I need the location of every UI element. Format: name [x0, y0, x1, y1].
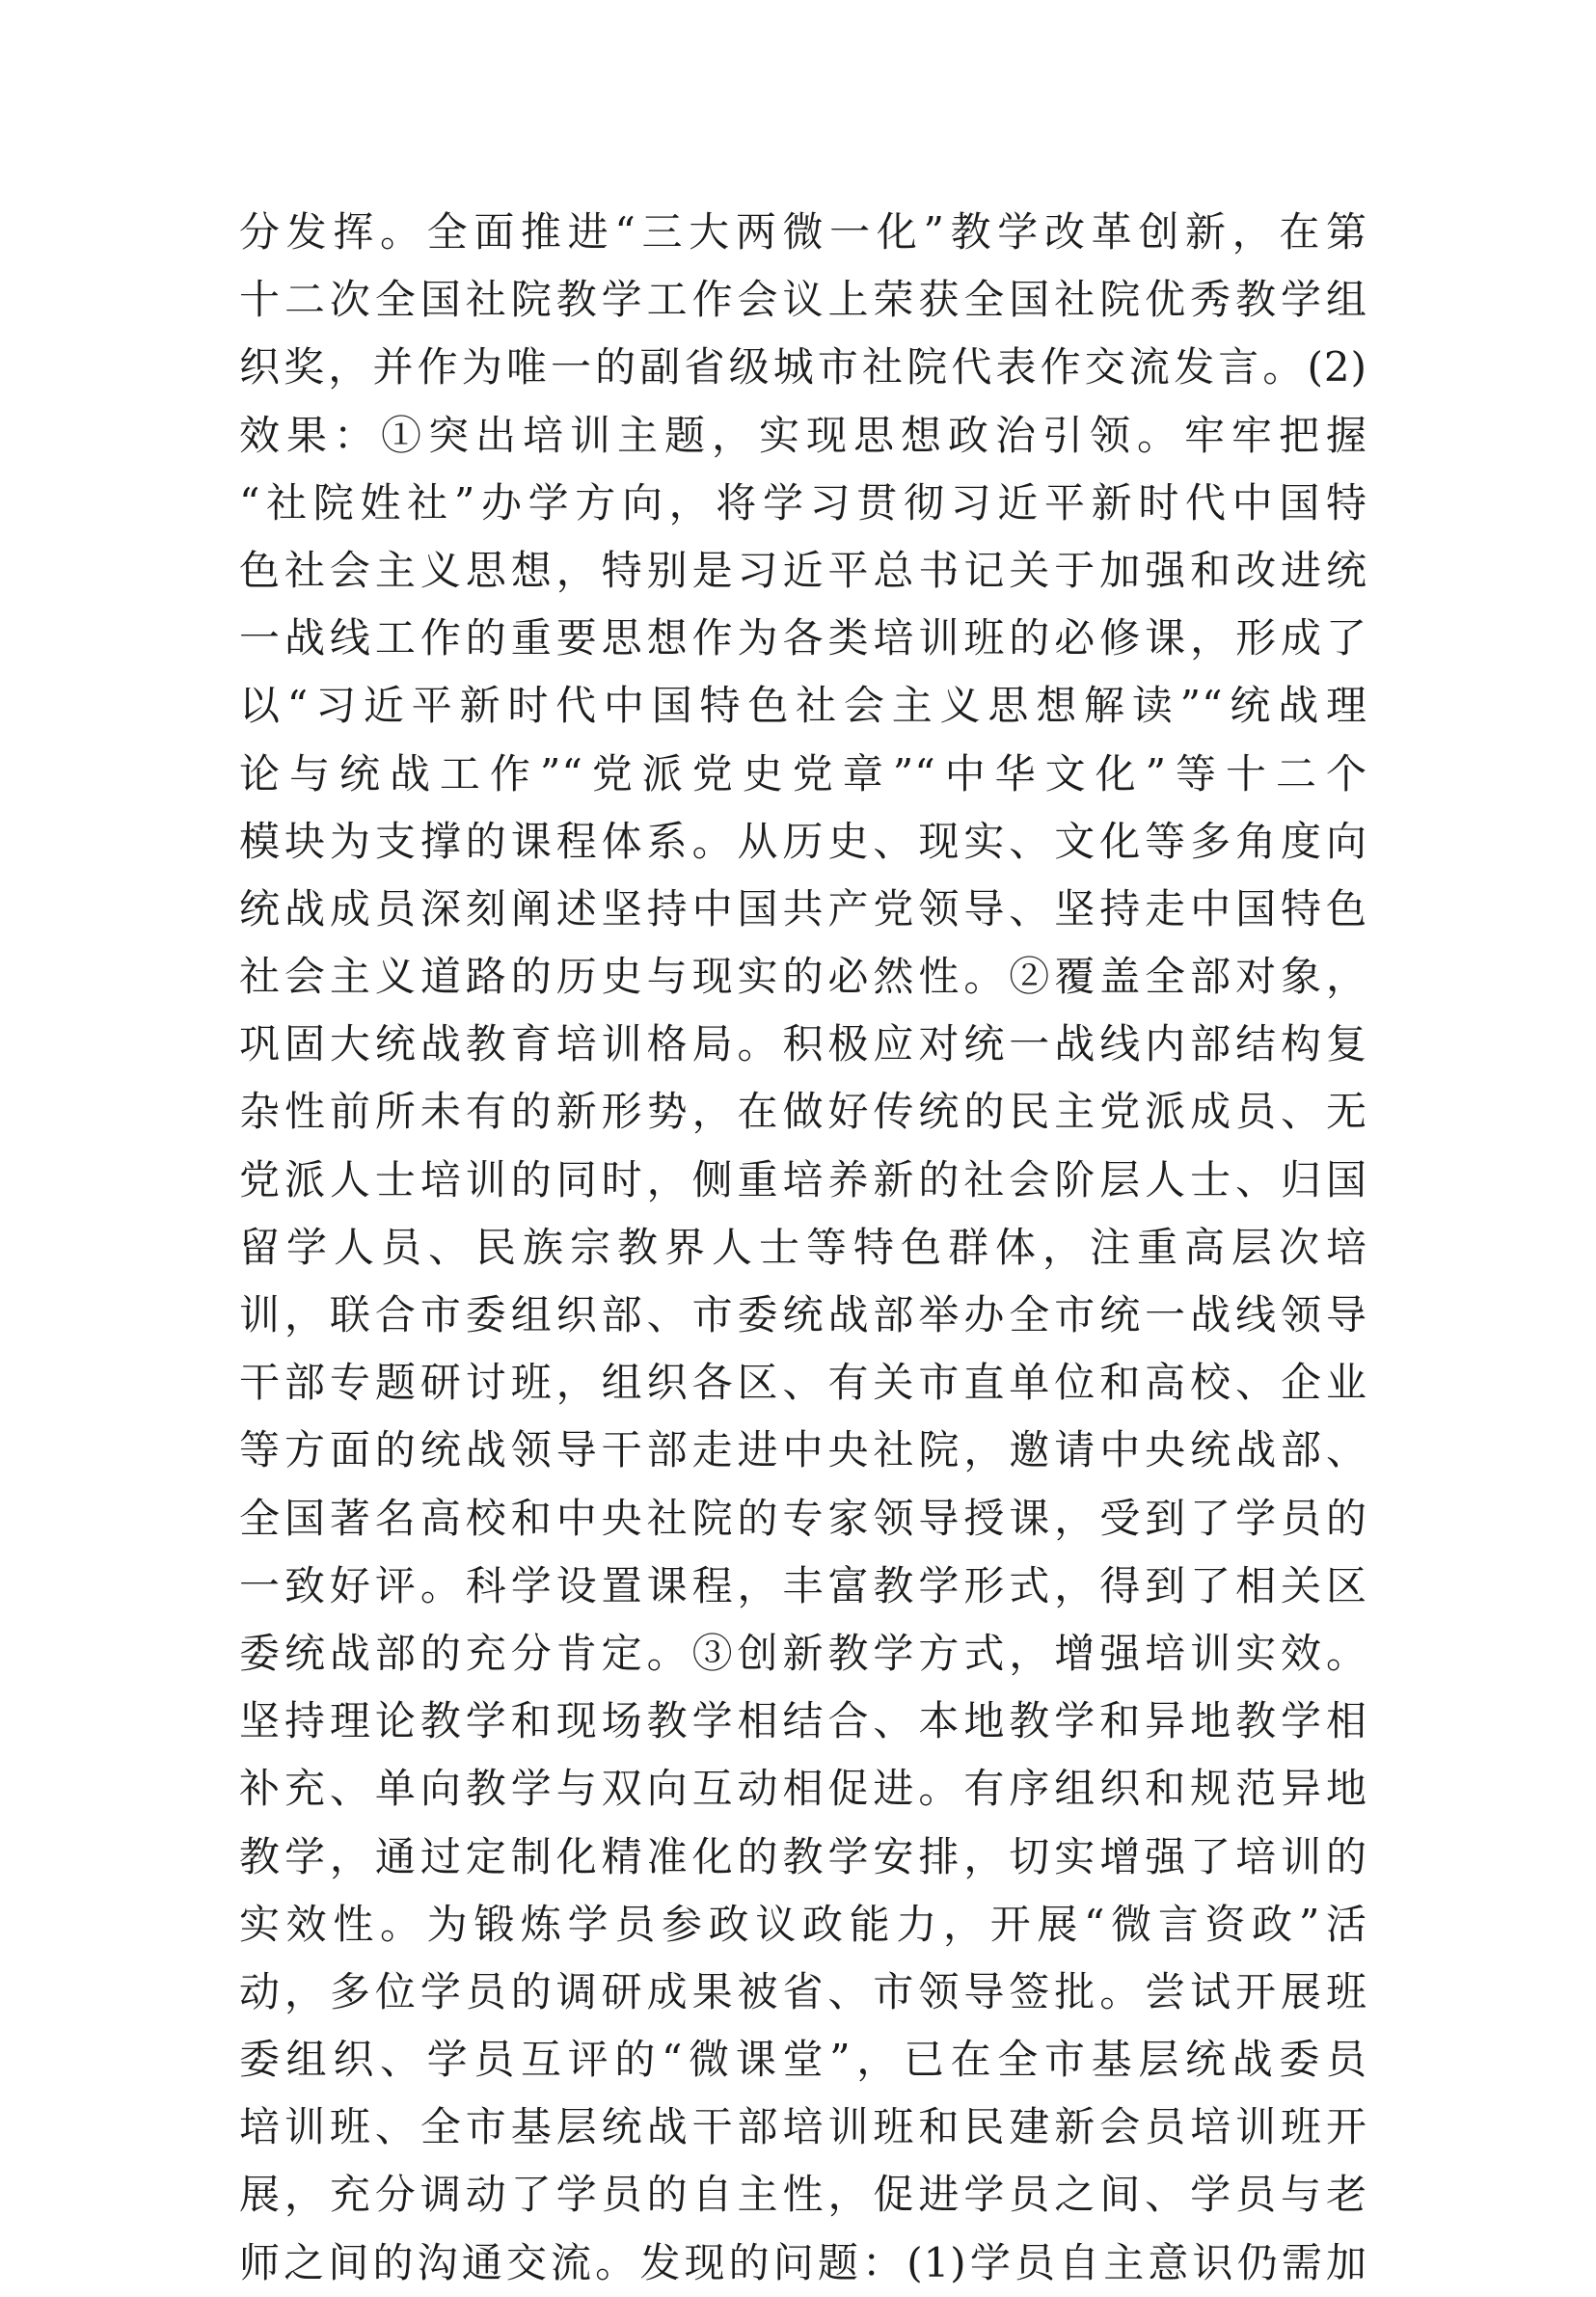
text-line: 杂性前所未有的新形势，在做好传统的民主党派成员、无 — [239, 1088, 1367, 1136]
text-line: 织奖，并作为唯一的副省级城市社院代表作交流发言。(2) — [239, 343, 1367, 392]
body-paragraph — [239, 199, 1367, 2297]
text-line: 培训班、全市基层统战干部培训班和民建新会员培训班开 — [239, 2103, 1367, 2151]
text-line: 全国著名高校和中央社院的专家领导授课，受到了学员的 — [239, 1494, 1367, 1542]
text-line: 展，充分调动了学员的自主性，促进学员之间、学员与老 — [239, 2171, 1367, 2219]
text-line: 干部专题研讨班，组织各区、有关市直单位和高校、企业 — [239, 1359, 1367, 1407]
text-line: 党派人士培训的同时，侧重培养新的社会阶层人士、归国 — [239, 1155, 1367, 1203]
text-line: 社会主义道路的历史与现实的必然性。②覆盖全部对象， — [239, 953, 1367, 1001]
text-line: 论与统战工作”“党派党史党章”“中华文化”等十二个 — [239, 749, 1367, 797]
text-line: 分发挥。全面推进“三大两微一化”教学改革创新，在第 — [239, 208, 1367, 256]
text-line: 等方面的统战领导干部走进中央社院，邀请中央统战部、 — [239, 1426, 1367, 1474]
text-line: 一致好评。科学设置课程，丰富教学形式，得到了相关区 — [239, 1561, 1367, 1609]
text-line: 十二次全国社院教学工作会议上荣获全国社院优秀教学组 — [239, 276, 1367, 324]
text-line: 色社会主义思想，特别是习近平总书记关于加强和改进统 — [239, 546, 1367, 594]
text-line: “社院姓社”办学方向，将学习贯彻习近平新时代中国特 — [239, 478, 1367, 527]
text-line: 留学人员、民族宗教界人士等特色群体，注重高层次培 — [239, 1223, 1367, 1271]
text-line: 训，联合市委组织部、市委统战部举办全市统一战线领导 — [239, 1291, 1367, 1338]
text-line: 委组织、学员互评的“微课堂”，已在全市基层统战委员 — [239, 2036, 1367, 2084]
text-line: 统战成员深刻阐述坚持中国共产党领导、坚持走中国特色 — [239, 884, 1367, 932]
text-line: 一战线工作的重要思想作为各类培训班的必修课，形成了 — [239, 614, 1367, 662]
text-line: 委统战部的充分肯定。③创新教学方式，增强培训实效。 — [239, 1629, 1367, 1677]
text-line: 教学，通过定制化精准化的教学安排，切实增强了培训的 — [239, 1832, 1367, 1880]
text-line: 以“习近平新时代中国特色社会主义思想解读”“统战理 — [239, 682, 1367, 730]
text-line: 实效性。为锻炼学员参政议政能力，开展“微言资政”活 — [239, 1900, 1367, 1948]
text-line: 补充、单向教学与双向互动相促进。有序组织和规范异地 — [239, 1765, 1367, 1813]
text-line: 模块为支撑的课程体系。从历史、现实、文化等多角度向 — [239, 817, 1367, 865]
text-line: 巩固大统战教育培训格局。积极应对统一战线内部结构复 — [239, 1020, 1367, 1068]
text-line: 坚持理论教学和现场教学相结合、本地教学和异地教学相 — [239, 1697, 1367, 1745]
text-line: 师之间的沟通交流。发现的问题：(1)学员自主意识仍需加 — [239, 2238, 1367, 2286]
text-line: 动，多位学员的调研成果被省、市领导签批。尝试开展班 — [239, 1967, 1367, 2015]
text-line: 效果：①突出培训主题，实现思想政治引领。牢牢把握 — [239, 411, 1367, 459]
